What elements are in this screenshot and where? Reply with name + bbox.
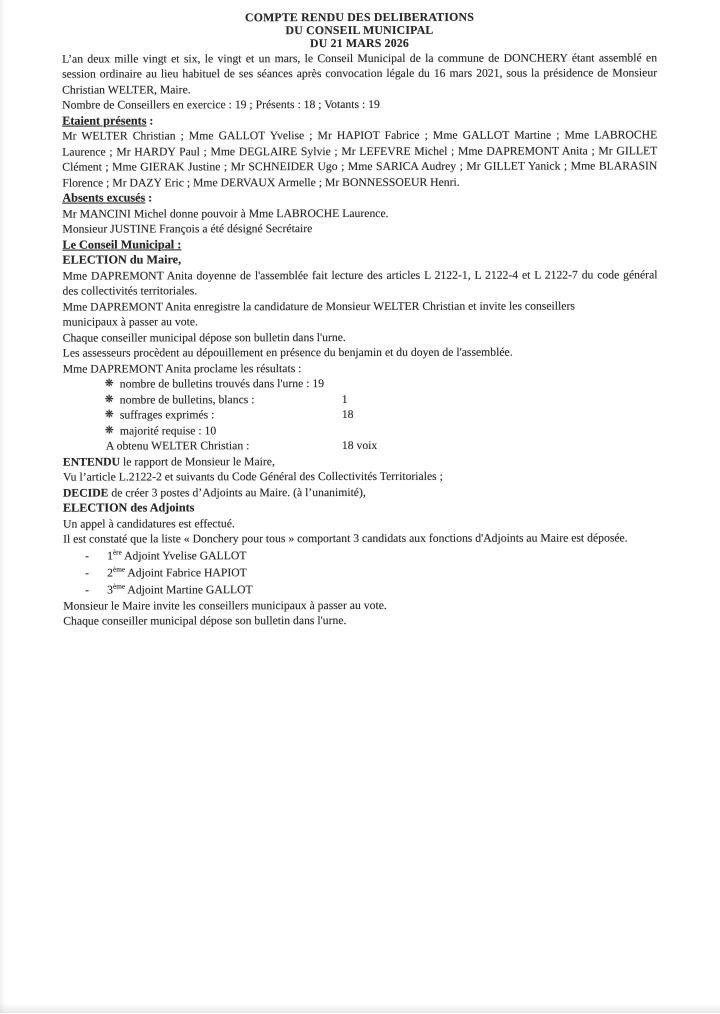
liste-paragraph: Il est constaté que la liste « Donchery pour tous » comportant 3 candidats aux fonctions d'Adjoints au Maire est déposée. <box>63 530 658 547</box>
decide-keyword: DECIDE <box>63 486 108 499</box>
asterisk-bullet-icon: ❋ <box>105 377 120 393</box>
result-value: 18 voix <box>342 438 377 454</box>
adjoint-name: Adjoint Fabrice HAPIOT <box>125 566 247 579</box>
council-heading-text: Le Conseil Municipal : <box>62 237 181 251</box>
adjoint-name: Adjoint Yvelise GALLOT <box>122 549 247 562</box>
invite-line: Monsieur le Maire invite les conseillers municipaux à passer au vote. <box>63 597 658 614</box>
title-line-3: DU 21 MARS 2026 <box>62 37 657 51</box>
vu-line: Vu l’article L.2122-2 et suivants du Code Général des Collectivités Territoriales ; <box>63 468 658 485</box>
adjoint-number: 3 <box>107 583 113 596</box>
result-label: suffrages exprimés : <box>120 407 342 423</box>
adjoint-row <box>63 563 658 581</box>
entendu-keyword: ENTENDU <box>63 455 120 468</box>
absents-heading-text: Absents excusés <box>62 191 145 205</box>
result-label: nombre de bulletins trouvés dans l'urne : 19 <box>120 376 342 392</box>
result-label: nombre de bulletins, blancs : <box>120 392 342 408</box>
maire-paragraph-1: Mme DAPREMONT Anita doyenne de l'assemblée fait lecture des articles L 2122-1, L 2122-4 et L 2122-7 du code général des collectivités territoriales. <box>63 267 658 299</box>
result-row <box>63 375 658 392</box>
assessors-line: Les assesseurs procèdent au dépouillement en présence du benjamin et du doyen de l'assemblée. <box>63 344 658 361</box>
appel-line: Un appel à candidatures est effectué. <box>63 515 658 532</box>
decide-line <box>63 484 658 501</box>
result-value: 1 <box>342 392 348 408</box>
adjoint-name: Adjoint Martine GALLOT <box>125 583 253 596</box>
document-title <box>62 10 657 51</box>
result-value: 18 <box>342 407 354 423</box>
council-heading <box>62 236 657 253</box>
adjoint-number: 2 <box>107 566 113 579</box>
entendu-line <box>63 453 658 470</box>
adjoint-number: 1 <box>107 549 113 562</box>
adjoint-ordinal-suffix: ère <box>113 548 122 556</box>
absents-heading-colon: : <box>145 192 152 205</box>
results-intro: Mme DAPREMONT Anita proclame les résultats : <box>63 360 658 377</box>
result-row <box>63 406 658 423</box>
present-heading-colon: : <box>146 114 153 127</box>
ballot-line-2: Chaque conseiller municipal dépose son bulletin dans l'urne. <box>63 612 658 629</box>
decide-text: de créer 3 postes d’Adjoints au Maire. (à l’unanimité), <box>108 486 365 500</box>
maire-paragraph-2: Mme DAPREMONT Anita enregistre la candidature de Monsieur WELTER Christian et invite les conseillers municipaux à passer au vote. <box>63 298 612 330</box>
dash-bullet: - <box>85 564 107 581</box>
result-label: majorité requise : 10 <box>120 423 342 439</box>
entendu-text: le rapport de Monsieur le Maire, <box>120 455 275 468</box>
ballot-line-1: Chaque conseiller municipal dépose son bulletin dans l'urne. <box>63 329 658 346</box>
result-row <box>63 437 658 454</box>
result-row <box>63 422 658 439</box>
asterisk-bullet-icon: ❋ <box>105 392 120 408</box>
present-heading <box>62 112 657 129</box>
results-list <box>63 375 658 454</box>
present-heading-text: Etaient présents <box>62 113 146 127</box>
result-label: A obtenu WELTER Christian : <box>106 438 342 454</box>
adjoints-list <box>63 546 658 598</box>
asterisk-bullet-icon: ❋ <box>105 423 120 439</box>
election-maire-heading: ELECTION du Maire, <box>62 251 657 268</box>
adjoint-row <box>63 546 658 564</box>
adjoint-ordinal-suffix: ème <box>113 582 125 590</box>
election-adjoints-heading: ELECTION des Adjoints <box>63 499 658 516</box>
present-names: Mr WELTER Christian ; Mme GALLOT Yvelise ; Mr HAPIOT Fabrice ; Mme GALLOT Martine ; Mme LABROCHE Laurence ; Mr HARDY Paul ; Mme DEGLAIRE Sylvie ; Mr LEFEVRE Michel ; Mme DAPREMONT Anita ; Mr GILLET Clément ; Mme GIERAK Justine ; Mr SCHNEIDER Ugo ; Mme SARICA Audrey ; Mr GILLET Yanick ; Mme BLARASIN Florence ; Mr DAZY Eric ; Mme DERVAUX Armelle ; Mr BONNESSOEUR Henri. <box>62 127 657 190</box>
secretary-line: Monsieur JUSTINE François a été désigné Secrétaire <box>62 220 657 237</box>
adjoint-ordinal-suffix: ème <box>113 565 125 573</box>
intro-paragraph: L’an deux mille vingt et six, le vingt et un mars, le Conseil Municipal de la commune de DONCHERY étant assemblé en session ordinaire au lieu habituel de ses séances après convocation légale du 16 mars 2021, sous la présidence de Monsieur Christian WELTER, Maire. <box>62 50 657 98</box>
asterisk-bullet-icon: ❋ <box>105 408 120 424</box>
result-row <box>63 391 658 408</box>
title-line-1: COMPTE RENDU DES DELIBERATIONS <box>62 10 657 24</box>
adjoint-row <box>63 580 658 598</box>
dash-bullet: - <box>85 547 107 564</box>
counts-line: Nombre de Conseillers en exercice : 19 ; Présents : 18 ; Votants : 19 <box>62 96 657 113</box>
absents-text: Mr MANCINI Michel donne pouvoir à Mme LABROCHE Laurence. <box>62 205 657 222</box>
absents-heading <box>62 189 657 206</box>
title-line-2: DU CONSEIL MUNICIPAL <box>62 24 657 38</box>
dash-bullet: - <box>85 581 107 598</box>
